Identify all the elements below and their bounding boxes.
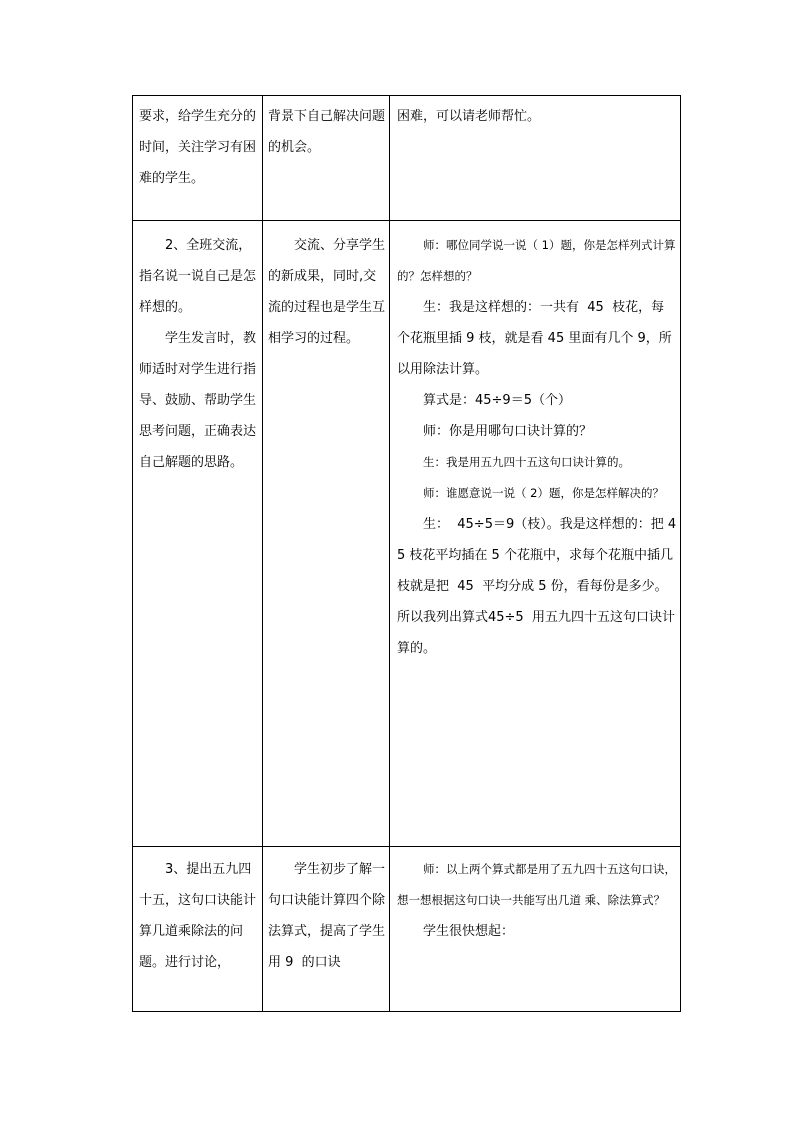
row1-student-cell xyxy=(397,101,677,132)
row2-teacher-text-2: 学生发言时，教师适时对学生进行指导、鼓励、帮助学生思考问题，正确表达自己解题的思路。 xyxy=(139,331,257,470)
row1-teacher-cell xyxy=(139,101,257,194)
row3-teacher-text: 3、提出五九四十五，这句口诀能计算几道乘除法的问题。进行讨论， xyxy=(139,862,257,970)
lesson-plan-table xyxy=(132,95,681,1012)
row-divider xyxy=(133,846,680,847)
row3-student-cell xyxy=(397,854,677,947)
row3-teacher-cell xyxy=(139,854,257,978)
row2-teacher-text-1: 2、全班交流，指名说一说自己是怎样想的。 xyxy=(139,238,257,315)
row2-student-cell xyxy=(397,230,677,664)
row2-intent-cell xyxy=(268,230,385,354)
row1-intent-cell xyxy=(268,101,385,163)
row2-intent-text: 交流、分享学生的新成果，同时,交流的过程也是学生互相学习的过程。 xyxy=(268,238,385,346)
column-divider xyxy=(389,96,390,1011)
row2-teacher-cell xyxy=(139,230,257,478)
row2-dialogue-2: 生：我是这样想的：一共有 45 枝花，每个花瓶里插 9 枝，就是看 45 里面有几个 9，所以用除法计算。 xyxy=(397,300,672,377)
row-divider xyxy=(133,220,680,221)
row2-dialogue-1: 师：哪位同学说一说（ 1）题，你是怎样列式计算的？怎样想的？ xyxy=(397,238,676,283)
row1-intent-text: 背景下自己解决问题的机会。 xyxy=(268,109,385,155)
column-divider xyxy=(262,96,263,1011)
row2-dialogue-5: 生：我是用五九四十五这句口诀计算的。 xyxy=(423,455,630,469)
row2-dialogue-7: 生： 45÷5＝9（枝）。我是这样想的：把 45 枝花平均插在 5 个花瓶中，求每个花瓶中插几枝就是把 45 平均分成 5 份，看每份是多少。所以我列出算式45÷5 用五九四十五这句口诀计算的。 xyxy=(397,517,677,656)
row2-dialogue-3: 算式是：45÷9＝5（个） xyxy=(423,393,571,408)
row2-dialogue-6: 师：谁愿意说一说（ 2）题，你是怎样解决的？ xyxy=(423,486,664,500)
row1-teacher-text: 要求，给学生充分的时间，关注学习有困难的学生。 xyxy=(139,109,257,186)
row3-dialogue-1: 师：以上两个算式都是用了五九四十五这句口诀，想一想根据这句口诀一共能写出几道 乘、除法算式？ xyxy=(397,862,676,907)
row3-intent-cell xyxy=(268,854,385,978)
row3-intent-text: 学生初步了解一句口诀能计算四个除法算式，提高了学生用 9 的口诀 xyxy=(268,862,385,970)
row3-dialogue-2: 学生很快想起： xyxy=(423,924,515,939)
row1-student-text: 困难，可以请老师帮忙。 xyxy=(397,109,541,124)
row2-dialogue-4: 师：你是用哪句口诀计算的？ xyxy=(423,424,593,439)
